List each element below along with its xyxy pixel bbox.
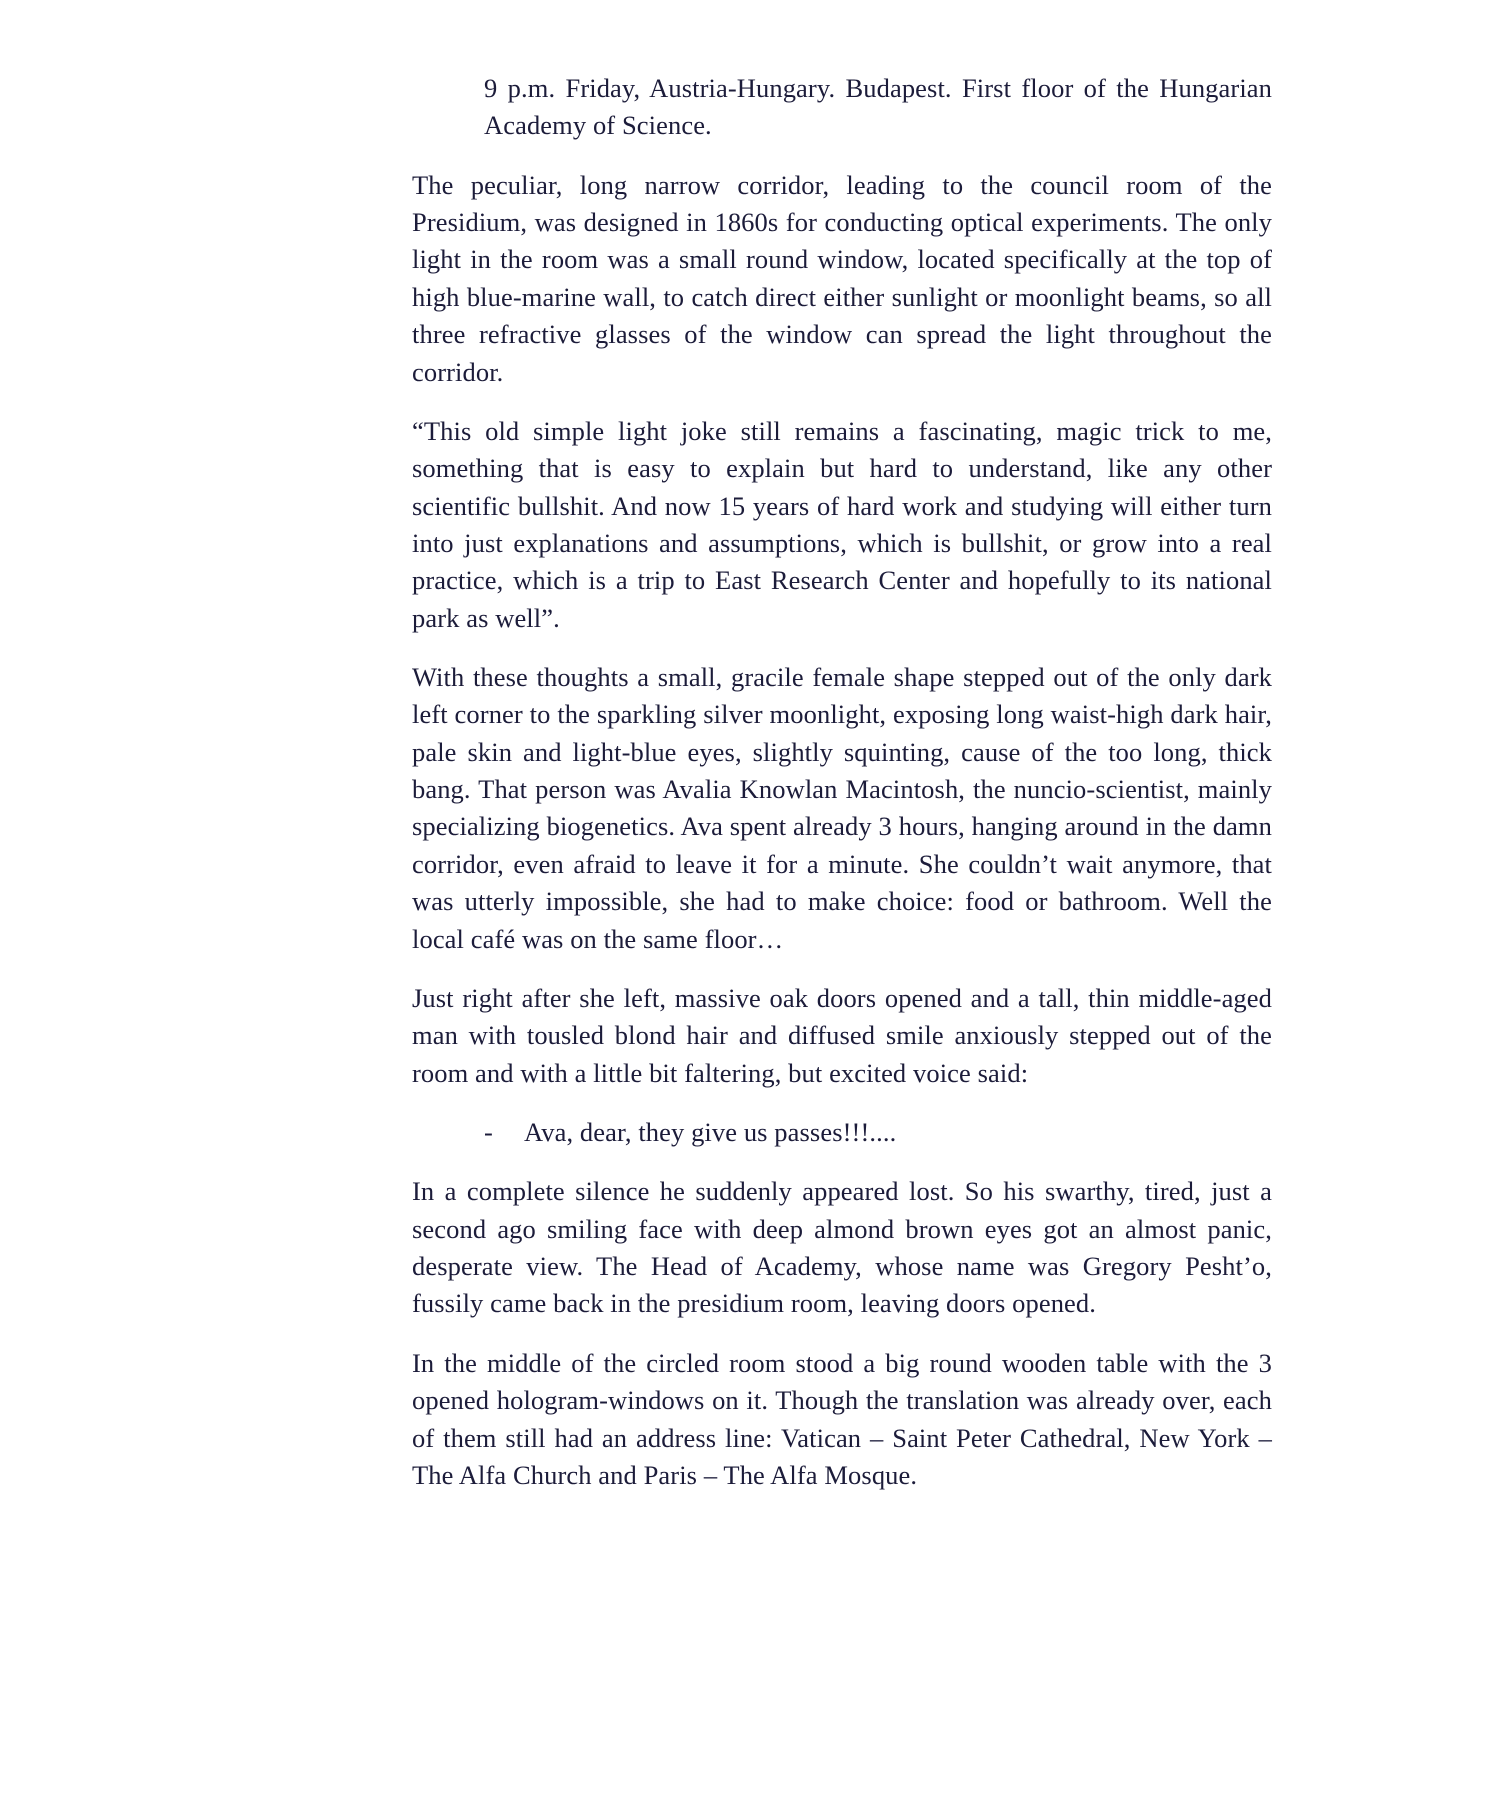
paragraph-dialogue-passes [484,1114,1272,1151]
paragraph-dateline: 9 p.m. Friday, Austria-Hungary. Budapest. First floor of the Hungarian Academy of Science. [484,73,1272,141]
document-body [412,70,1272,1494]
paragraph-man-steps-out: Just right after she left, massive oak doors opened and a tall, thin middle-aged man with tousled blond hair and diffused smile anxiously stepped out of the room and with a little bit faltering, but excited voice said: [412,982,1272,1088]
paragraph-quote-light-joke: “This old simple light joke still remains a fascinating, magic trick to me, something that is easy to explain but hard to understand, like any other scientific bullshit. And now 15 years of hard work and studying will either turn into just explanations and assumptions, which is bullshit, or grow into a real practice, which is a trip to East Research Center and hopefully to its national park as well”. [412,415,1272,633]
paragraph-silence-head-of-academy: In a complete silence he suddenly appeared lost. So his swarthy, tired, just a second ago smiling face with deep almond brown eyes got an almost panic, desperate view. The Head of Academy, whose name was Gregory Pesht’o, fussily came back in the presidium room, leaving doors opened. [412,1176,1272,1319]
dialogue-dash: - [484,1116,493,1147]
dialogue-text: Ava, dear, they give us passes!!!.... [524,1116,897,1147]
paragraph-ava-introduction: With these thoughts a small, gracile female shape stepped out of the only dark left corner to the sparkling silver moonlight, exposing long waist-high dark hair, pale skin and light-blue eyes, slightly squinting, cause of the too long, thick bang. That person was Avalia Knowlan Macintosh, the nuncio-scientist, mainly specializing biogenetics. Ava spent already 3 hours, hanging around in the damn corridor, even afraid to leave it for a minute. She couldn’t wait anymore, that was utterly impossible, she had to make choice: food or bathroom. Well the local café was on the same floor… [412,662,1272,954]
paragraph-corridor-description: The peculiar, long narrow corridor, leading to the council room of the Presidium, was designed in 1860s for conducting optical experiments. The only light in the room was a small round window, located specifically at the top of high blue-marine wall, to catch direct either sunlight or moonlight beams, so all three refractive glasses of the window can spread the light throughout the corridor. [412,169,1272,387]
paragraph-round-table-holograms: In the middle of the circled room stood a big round wooden table with the 3 opened hologram-windows on it. Though the translation was already over, each of them still had an address line: Vatican – Saint Peter Cathedral, New York –The Alfa Church and Paris – The Alfa Mosque. [412,1347,1272,1490]
